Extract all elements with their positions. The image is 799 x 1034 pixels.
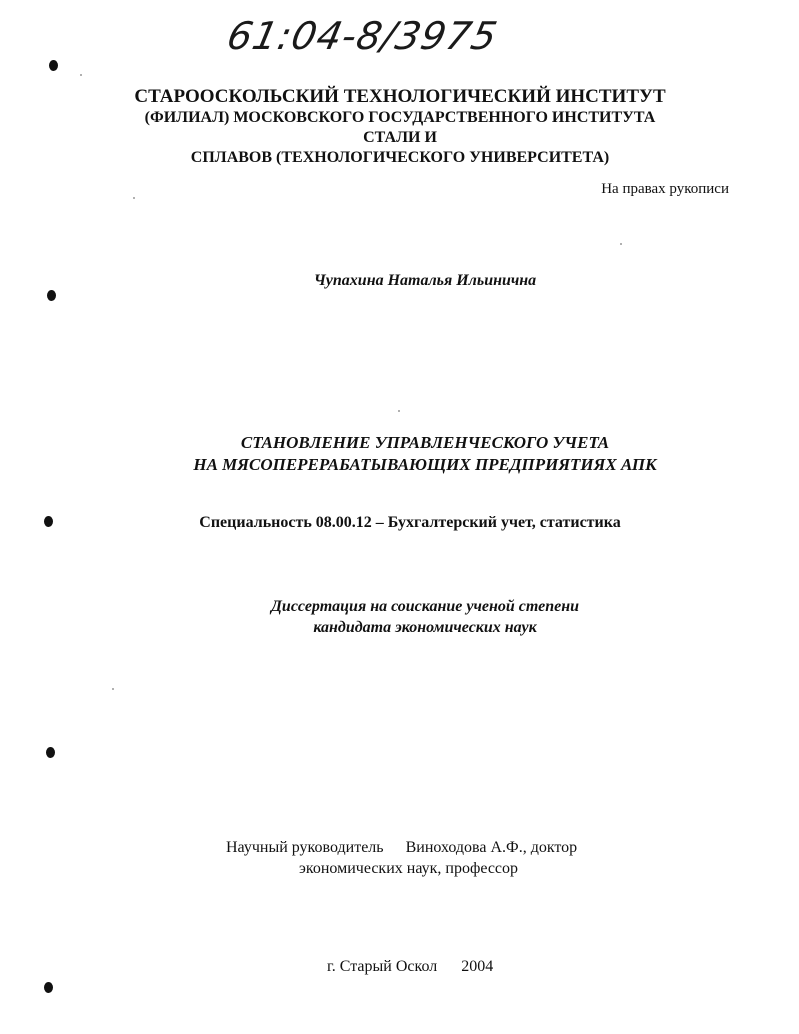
manuscript-rights-note: На правах рукописи [601, 181, 729, 197]
scan-speck [398, 410, 400, 412]
punch-hole-mark [46, 747, 55, 758]
degree-statement [150, 596, 700, 638]
institute-header [120, 86, 680, 168]
title-line-1: СТАНОВЛЕНИЕ УПРАВЛЕНЧЕСКОГО УЧЕТА [240, 433, 610, 452]
scan-speck [80, 74, 82, 76]
institute-line-3: СПЛАВОВ (ТЕХНОЛОГИЧЕСКОГО УНИВЕРСИТЕТА) [190, 149, 610, 166]
supervisor-degree: экономических наук, профессор [299, 860, 519, 877]
city: г. Старый Оскол [327, 958, 438, 975]
degree-line-1: Диссертация на соискание ученой степени [271, 598, 579, 615]
institute-line-1: СТАРООСКОЛЬСКИЙ ТЕХНОЛОГИЧЕСКИЙ ИНСТИТУТ [134, 86, 666, 107]
place-and-year [327, 958, 493, 976]
specialty-line: Специальность 08.00.12 – Бухгалтерский учет, статистика [199, 514, 621, 531]
institute-line-2: (ФИЛИАЛ) МОСКОВСКОГО ГОСУДАРСТВЕННОГО ИНСТИТУТА СТАЛИ И [144, 109, 656, 146]
scan-speck [112, 688, 114, 690]
supervisor-label: Научный руководитель [226, 839, 384, 856]
punch-hole-mark [44, 982, 53, 993]
punch-hole-mark [47, 290, 56, 301]
title-line-2: НА МЯСОПЕРЕРАБАТЫВАЮЩИХ ПРЕДПРИЯТИЯХ АПК [193, 455, 657, 474]
degree-line-2: кандидата экономических наук [313, 619, 537, 636]
dissertation-title [110, 432, 740, 476]
author-name: Чупахина Наталья Ильинична [313, 272, 537, 289]
punch-hole-mark [49, 60, 58, 71]
archive-code-handwritten: 61:04-8/3975 [223, 14, 502, 58]
scan-speck [620, 243, 622, 245]
year: 2004 [461, 958, 494, 975]
supervisor-block [226, 837, 577, 879]
supervisor-name: Виноходова А.Ф., доктор [405, 839, 578, 856]
scan-speck [133, 197, 135, 199]
punch-hole-mark [44, 516, 53, 527]
